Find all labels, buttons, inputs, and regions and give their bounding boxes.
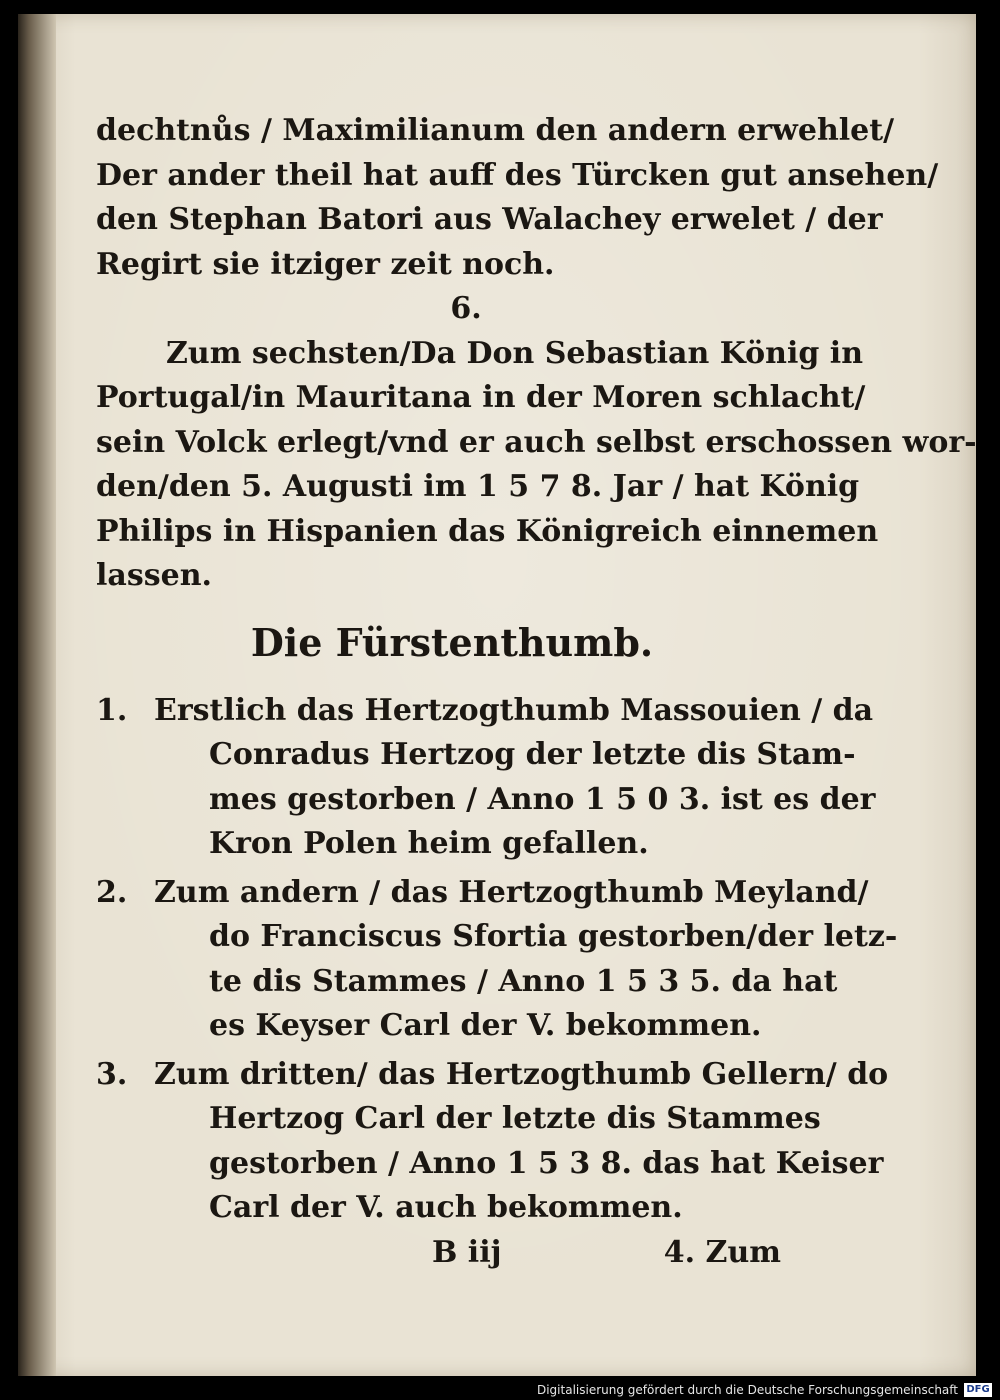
list-item [96,1053,889,1231]
text-line: mes gestorben / Anno 1 5 0 3. ist es der [209,781,876,817]
text-line: den/den 5. Augusti im 1 5 7 8. Jar / hat König [96,469,860,504]
text-line: do Franciscus Sfortia gestorben/der letz- [209,919,898,954]
scanned-page [18,14,976,1376]
text-line: sein Volck erlegt/vnd er auch selbst erschossen wor- [96,424,977,460]
text-line: te dis Stammes / Anno 1 5 3 5. da hat [209,963,838,999]
page-text [96,109,977,1275]
text-line: Kron Polen heim gefallen. [209,826,649,861]
list-item [96,689,876,867]
section-number: 6. [450,291,482,326]
section-heading: Die Fürstenthumb. [250,619,654,665]
dfg-logo: DFG [964,1383,992,1397]
text-line: lassen. [96,558,212,593]
text-line: es Keyser Carl der V. bekommen. [209,1008,762,1043]
list-item [96,871,898,1049]
text-line: Regirt sie itziger zeit noch. [96,246,555,282]
catchword: 4. Zum [663,1234,781,1270]
text-line: Zum dritten/ das Hertzogthumb Gellern/ do [154,1056,889,1092]
text-line: den Stephan Batori aus Walachey erwelet / der [96,202,883,237]
binding-gutter [18,14,56,1376]
item-number: 3. [96,1056,128,1092]
page-footer [96,1231,796,1276]
text-line: gestorben / Anno 1 5 3 8. das hat Keiser [209,1145,884,1181]
text-line: Zum andern / das Hertzogthumb Meyland/ [154,874,869,910]
text-line: Zum sechsten/Da Don Sebastian König in [166,335,864,371]
text-line: Conradus Hertzog der letzte dis Stam- [209,737,856,772]
text-line: Portugal/in Mauritana in der Moren schlacht/ [96,380,866,415]
text-line: Erstlich das Hertzogthumb Massouien / da [154,692,874,728]
text-line: Der ander theil hat auff des Türcken gut ansehen/ [96,157,939,193]
signature-mark: B iij [432,1234,502,1270]
digitization-credit: Digitalisierung gefördert durch die Deutsche Forschungsgemeinschaft [536,1383,958,1397]
text-line: Carl der V. auch bekommen. [209,1190,683,1225]
text-line: dechtnůs / Maximilianum den andern erwehlet/ [96,113,895,148]
text-line: Hertzog Carl der letzte dis Stammes [209,1101,821,1136]
item-number: 2. [96,874,128,910]
item-number: 1. [96,692,128,728]
text-line: Philips in Hispanien das Königreich einnemen [96,513,879,549]
